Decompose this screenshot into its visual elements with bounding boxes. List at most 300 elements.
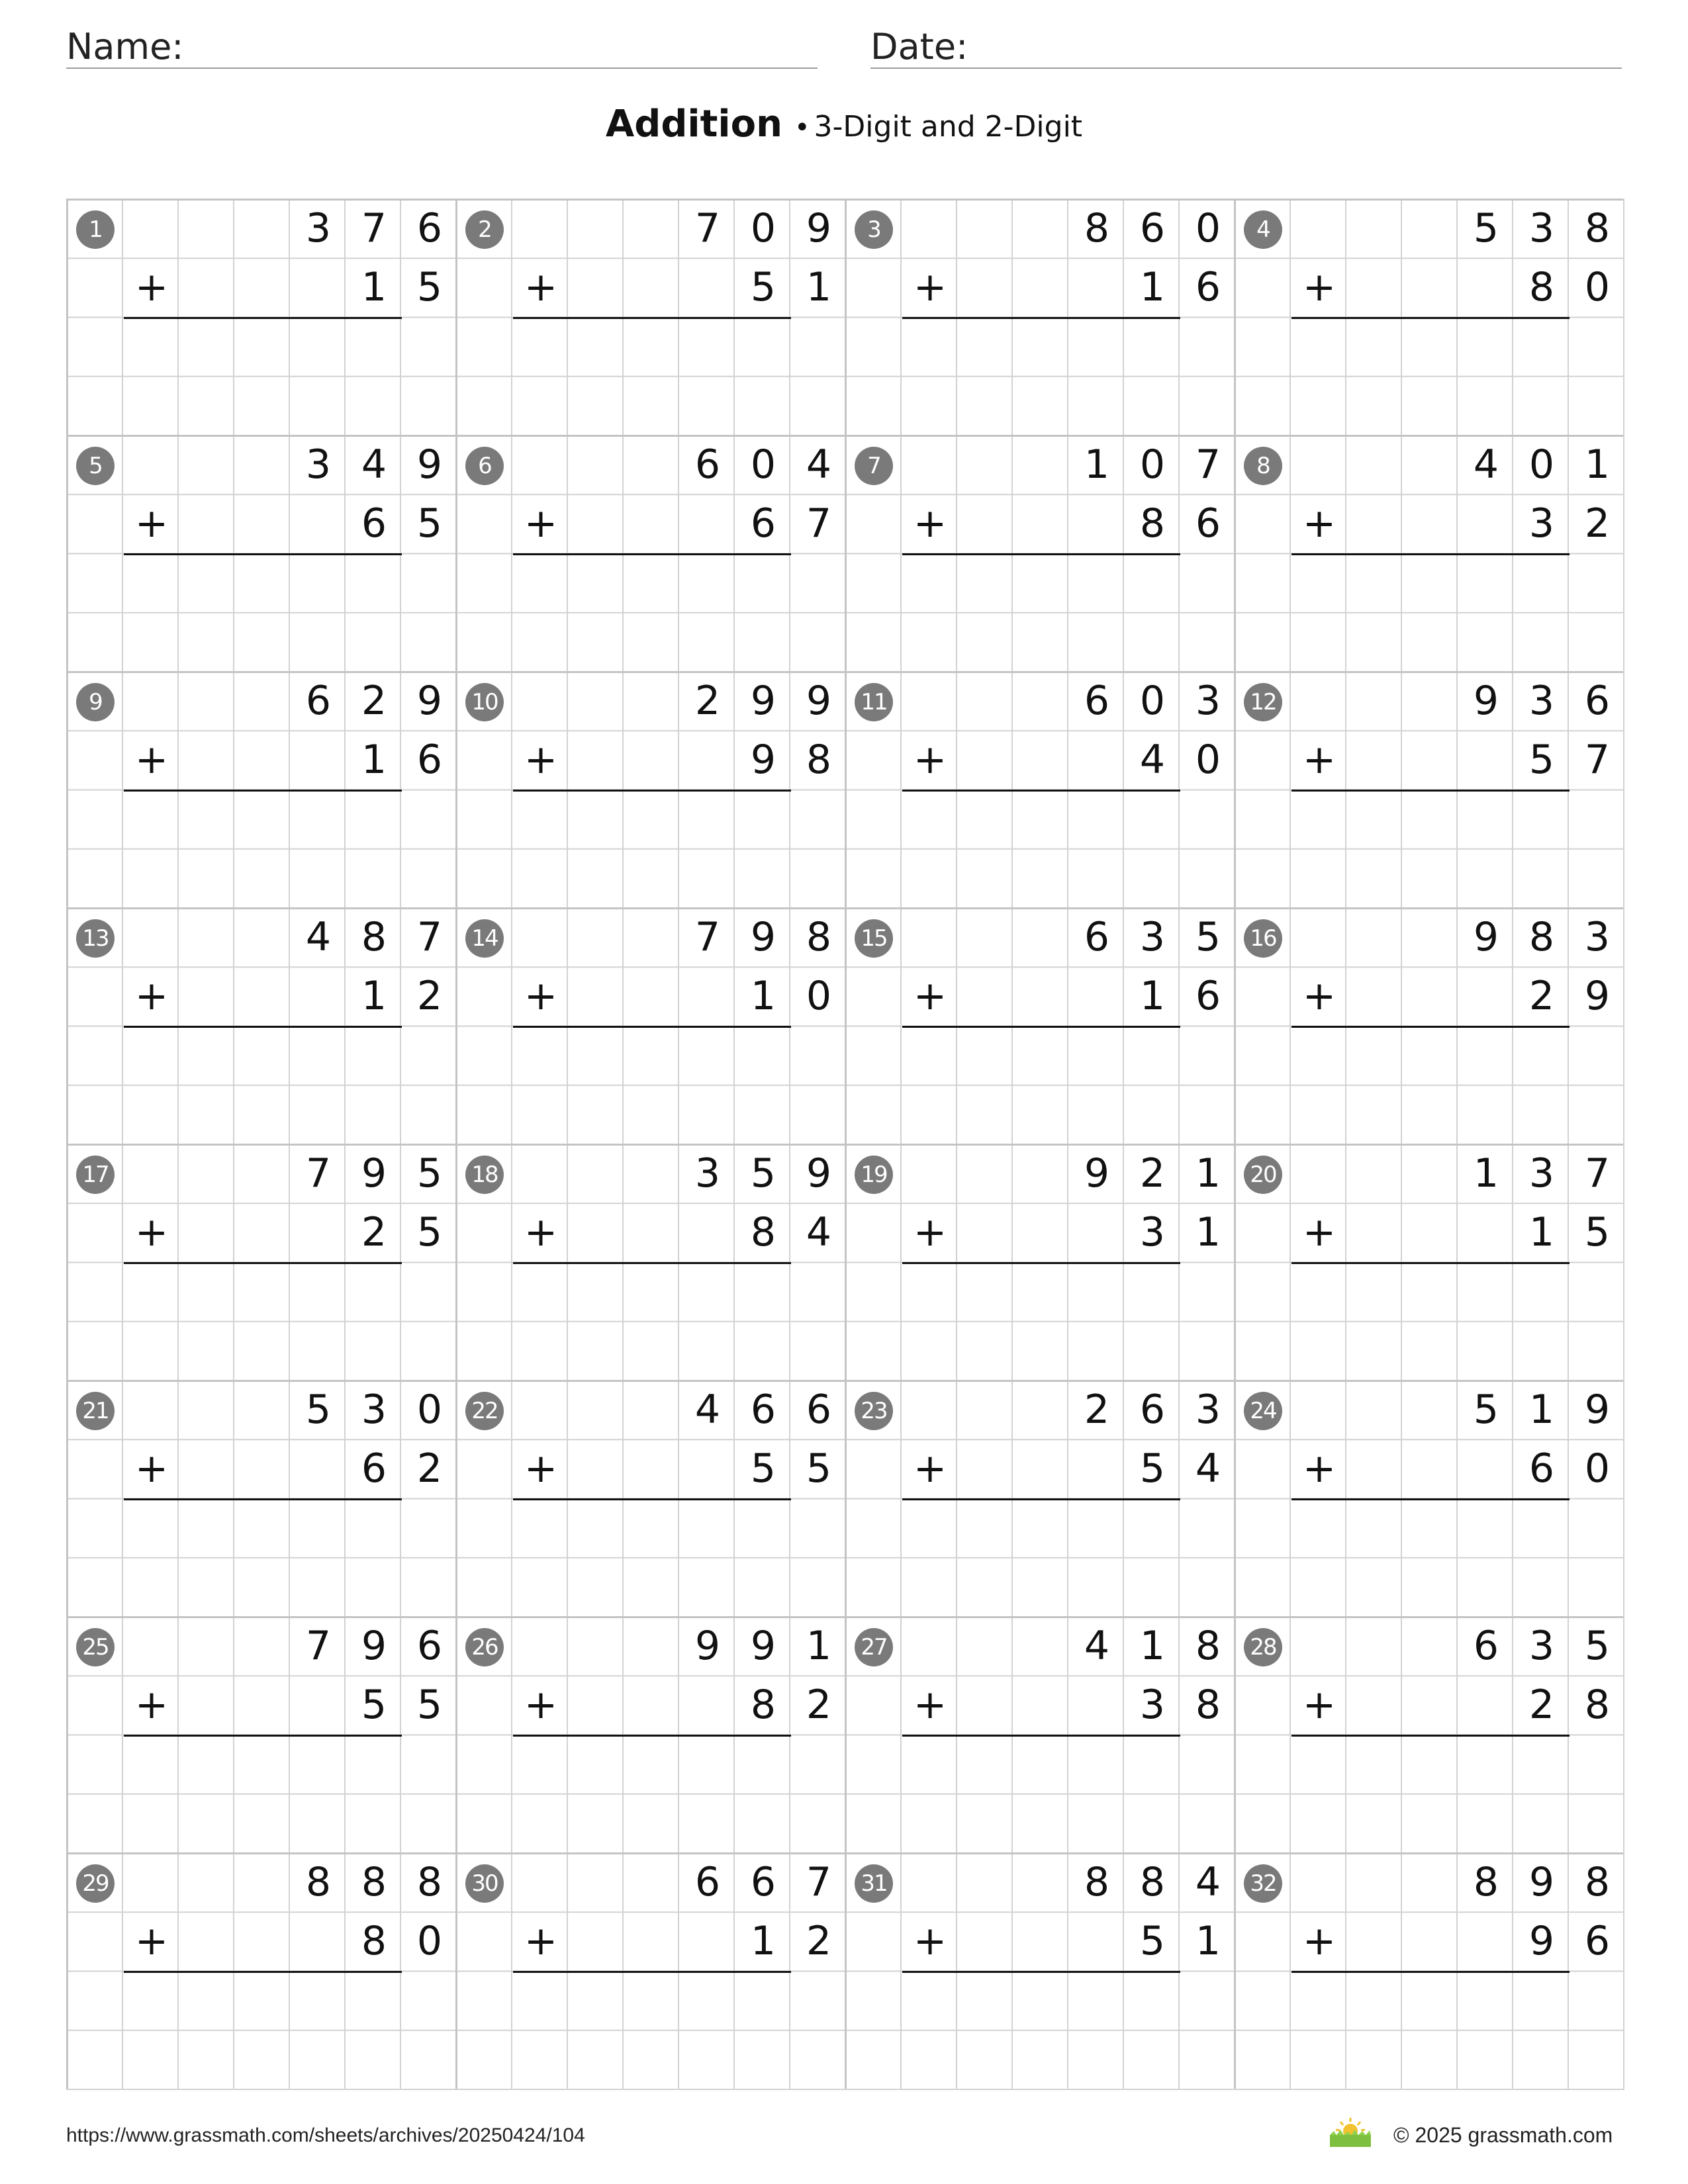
problem-number-badge: 26 bbox=[465, 1628, 504, 1666]
digit: 9 bbox=[806, 1150, 832, 1197]
problem-number-badge: 13 bbox=[76, 919, 115, 958]
problem-number-badge: 9 bbox=[76, 683, 115, 721]
digit: 8 bbox=[1528, 264, 1555, 310]
digit: 0 bbox=[1528, 441, 1555, 488]
answer-line bbox=[1291, 1735, 1570, 1737]
digit: 5 bbox=[1473, 1387, 1499, 1433]
digit: 9 bbox=[806, 205, 832, 251]
digit: 7 bbox=[806, 500, 832, 547]
footer-copyright: © 2025 grassmath.com bbox=[1393, 2123, 1613, 2147]
digit: 2 bbox=[1084, 1387, 1110, 1433]
problem-number-badge: 4 bbox=[1244, 210, 1282, 249]
digit: 1 bbox=[806, 264, 832, 310]
problem-29 bbox=[66, 1852, 455, 2089]
plus-sign: + bbox=[1302, 1918, 1336, 1964]
digit: 4 bbox=[694, 1387, 721, 1433]
answer-line bbox=[1291, 1262, 1570, 1264]
answer-line bbox=[124, 1498, 402, 1500]
digit: 6 bbox=[416, 737, 443, 783]
digit: 6 bbox=[1195, 973, 1221, 1019]
digit: 3 bbox=[305, 205, 332, 251]
digit: 6 bbox=[750, 500, 776, 547]
plus-sign: + bbox=[524, 500, 558, 547]
digit: 4 bbox=[305, 914, 332, 960]
digit: 6 bbox=[305, 678, 332, 724]
problem-number-badge: 3 bbox=[855, 210, 893, 249]
plus-sign: + bbox=[134, 264, 169, 310]
digit: 0 bbox=[1195, 205, 1221, 251]
problem-number-badge: 19 bbox=[855, 1156, 893, 1194]
digit: 5 bbox=[416, 264, 443, 310]
plus-sign: + bbox=[1302, 737, 1336, 783]
digit: 6 bbox=[750, 1387, 776, 1433]
digit: 9 bbox=[1584, 1387, 1611, 1433]
name-label: Name: bbox=[66, 26, 184, 68]
answer-line bbox=[513, 1498, 791, 1500]
problem-number-badge: 21 bbox=[76, 1392, 115, 1430]
plus-sign: + bbox=[913, 1209, 947, 1255]
digit: 8 bbox=[1139, 500, 1166, 547]
digit: 6 bbox=[416, 205, 443, 251]
digit: 7 bbox=[361, 205, 387, 251]
digit: 7 bbox=[694, 205, 721, 251]
digit: 8 bbox=[1473, 1859, 1499, 1905]
plus-sign: + bbox=[524, 1445, 558, 1492]
plus-sign: + bbox=[134, 973, 169, 1019]
plus-sign: + bbox=[524, 264, 558, 310]
digit: 4 bbox=[1084, 1623, 1110, 1669]
plus-sign: + bbox=[1302, 973, 1336, 1019]
digit: 1 bbox=[1084, 441, 1110, 488]
digit: 6 bbox=[694, 1859, 721, 1905]
plus-sign: + bbox=[913, 1445, 947, 1492]
problem-number-badge: 17 bbox=[76, 1156, 115, 1194]
digit: 5 bbox=[416, 1150, 443, 1197]
digit: 9 bbox=[1473, 914, 1499, 960]
digit: 6 bbox=[416, 1623, 443, 1669]
problem-number-badge: 32 bbox=[1244, 1864, 1282, 1903]
digit: 5 bbox=[1139, 1445, 1166, 1492]
plus-sign: + bbox=[1302, 1445, 1336, 1492]
digit: 4 bbox=[361, 441, 387, 488]
plus-sign: + bbox=[913, 500, 947, 547]
digit: 8 bbox=[416, 1859, 443, 1905]
digit: 3 bbox=[1195, 678, 1221, 724]
digit: 6 bbox=[1473, 1623, 1499, 1669]
problem-11 bbox=[845, 671, 1234, 907]
digit: 0 bbox=[1139, 678, 1166, 724]
digit: 3 bbox=[1139, 914, 1166, 960]
plus-sign: + bbox=[134, 500, 169, 547]
answer-line bbox=[902, 1735, 1180, 1737]
answer-line bbox=[513, 1026, 791, 1028]
digit: 5 bbox=[361, 1682, 387, 1728]
digit: 6 bbox=[1139, 1387, 1166, 1433]
digit: 1 bbox=[806, 1623, 832, 1669]
digit: 1 bbox=[1528, 1387, 1555, 1433]
digit: 1 bbox=[1528, 1209, 1555, 1255]
digit: 6 bbox=[361, 500, 387, 547]
digit: 0 bbox=[750, 205, 776, 251]
digit: 5 bbox=[305, 1387, 332, 1433]
digit: 3 bbox=[1195, 1387, 1221, 1433]
digit: 9 bbox=[416, 678, 443, 724]
digit: 8 bbox=[1084, 205, 1110, 251]
plus-sign: + bbox=[913, 973, 947, 1019]
answer-line bbox=[124, 1735, 402, 1737]
digit: 5 bbox=[416, 1682, 443, 1728]
digit: 5 bbox=[750, 264, 776, 310]
problem-4 bbox=[1234, 199, 1623, 435]
digit: 3 bbox=[1528, 1623, 1555, 1669]
digit: 3 bbox=[361, 1387, 387, 1433]
problem-number-badge: 1 bbox=[76, 210, 115, 249]
digit: 5 bbox=[1528, 737, 1555, 783]
plus-sign: + bbox=[1302, 264, 1336, 310]
problem-27 bbox=[845, 1616, 1234, 1852]
digit: 8 bbox=[750, 1209, 776, 1255]
problem-number-badge: 12 bbox=[1244, 683, 1282, 721]
digit: 1 bbox=[1139, 973, 1166, 1019]
digit: 7 bbox=[305, 1150, 332, 1197]
digit: 1 bbox=[1195, 1150, 1221, 1197]
digit: 5 bbox=[416, 1209, 443, 1255]
digit: 9 bbox=[361, 1150, 387, 1197]
problem-number-badge: 29 bbox=[76, 1864, 115, 1903]
digit: 1 bbox=[1473, 1150, 1499, 1197]
digit: 6 bbox=[750, 1859, 776, 1905]
problem-18 bbox=[455, 1144, 845, 1380]
digit: 0 bbox=[1584, 1445, 1611, 1492]
digit: 3 bbox=[694, 1150, 721, 1197]
problem-number-badge: 28 bbox=[1244, 1628, 1282, 1666]
problem-8 bbox=[1234, 435, 1623, 671]
digit: 1 bbox=[1139, 1623, 1166, 1669]
digit: 8 bbox=[361, 1859, 387, 1905]
digit: 9 bbox=[361, 1623, 387, 1669]
digit: 0 bbox=[1584, 264, 1611, 310]
footer-url[interactable]: https://www.grassmath.com/sheets/archives/20250424/104 bbox=[66, 2124, 585, 2146]
digit: 1 bbox=[750, 1918, 776, 1964]
digit: 5 bbox=[1584, 1209, 1611, 1255]
answer-line bbox=[1291, 1026, 1570, 1028]
answer-line bbox=[902, 1971, 1180, 1973]
answer-line bbox=[513, 553, 791, 555]
digit: 2 bbox=[1139, 1150, 1166, 1197]
plus-sign: + bbox=[134, 1445, 169, 1492]
digit: 1 bbox=[361, 737, 387, 783]
digit: 0 bbox=[750, 441, 776, 488]
digit: 9 bbox=[1584, 973, 1611, 1019]
digit: 7 bbox=[1195, 441, 1221, 488]
digit: 8 bbox=[361, 1918, 387, 1964]
answer-line bbox=[1291, 1971, 1570, 1973]
digit: 9 bbox=[750, 1623, 776, 1669]
plus-sign: + bbox=[134, 1682, 169, 1728]
problem-number-badge: 23 bbox=[855, 1392, 893, 1430]
digit: 1 bbox=[1139, 264, 1166, 310]
problem-28 bbox=[1234, 1616, 1623, 1852]
problem-15 bbox=[845, 907, 1234, 1144]
problem-14 bbox=[455, 907, 845, 1144]
digit: 9 bbox=[750, 914, 776, 960]
digit: 9 bbox=[694, 1623, 721, 1669]
problem-20 bbox=[1234, 1144, 1623, 1380]
digit: 8 bbox=[1584, 1682, 1611, 1728]
digit: 8 bbox=[1528, 914, 1555, 960]
digit: 6 bbox=[694, 441, 721, 488]
digit: 9 bbox=[1528, 1918, 1555, 1964]
problem-25 bbox=[66, 1616, 455, 1852]
plus-sign: + bbox=[1302, 1209, 1336, 1255]
name-field[interactable] bbox=[66, 20, 818, 69]
problem-26 bbox=[455, 1616, 845, 1852]
problem-22 bbox=[455, 1380, 845, 1616]
digit: 7 bbox=[305, 1623, 332, 1669]
problem-number-badge: 25 bbox=[76, 1628, 115, 1666]
problem-number-badge: 5 bbox=[76, 447, 115, 485]
digit: 7 bbox=[1584, 737, 1611, 783]
answer-line bbox=[902, 1262, 1180, 1264]
answer-line bbox=[1291, 553, 1570, 555]
answer-line bbox=[513, 1262, 791, 1264]
digit: 1 bbox=[361, 264, 387, 310]
problem-32 bbox=[1234, 1852, 1623, 2089]
digit: 1 bbox=[1584, 441, 1611, 488]
digit: 0 bbox=[416, 1918, 443, 1964]
digit: 6 bbox=[1195, 500, 1221, 547]
problem-number-badge: 31 bbox=[855, 1864, 893, 1903]
digit: 3 bbox=[305, 441, 332, 488]
date-field[interactable] bbox=[870, 20, 1622, 69]
digit: 4 bbox=[1195, 1859, 1221, 1905]
digit: 7 bbox=[694, 914, 721, 960]
problem-number-badge: 2 bbox=[465, 210, 504, 249]
digit: 3 bbox=[1584, 914, 1611, 960]
digit: 8 bbox=[1584, 205, 1611, 251]
digit: 6 bbox=[1195, 264, 1221, 310]
answer-line bbox=[513, 1971, 791, 1973]
problem-number-badge: 7 bbox=[855, 447, 893, 485]
plus-sign: + bbox=[1302, 500, 1336, 547]
problem-3 bbox=[845, 199, 1234, 435]
digit: 8 bbox=[1195, 1682, 1221, 1728]
problem-17 bbox=[66, 1144, 455, 1380]
problem-16 bbox=[1234, 907, 1623, 1144]
answer-line bbox=[124, 1971, 402, 1973]
digit: 6 bbox=[1528, 1445, 1555, 1492]
digit: 2 bbox=[361, 1209, 387, 1255]
date-label: Date: bbox=[870, 26, 968, 68]
problem-10 bbox=[455, 671, 845, 907]
answer-line bbox=[513, 790, 791, 792]
problem-number-badge: 20 bbox=[1244, 1156, 1282, 1194]
answer-line bbox=[513, 1735, 791, 1737]
digit: 8 bbox=[305, 1859, 332, 1905]
digit: 2 bbox=[806, 1918, 832, 1964]
digit: 7 bbox=[1584, 1150, 1611, 1197]
digit: 2 bbox=[416, 973, 443, 1019]
title-subtitle: 3-Digit and 2-Digit bbox=[814, 110, 1083, 144]
digit: 4 bbox=[806, 1209, 832, 1255]
problem-number-badge: 18 bbox=[465, 1156, 504, 1194]
problem-30 bbox=[455, 1852, 845, 2089]
problem-number-badge: 10 bbox=[465, 683, 504, 721]
problem-number-badge: 24 bbox=[1244, 1392, 1282, 1430]
digit: 1 bbox=[1195, 1209, 1221, 1255]
plus-sign: + bbox=[524, 1918, 558, 1964]
answer-line bbox=[902, 553, 1180, 555]
problem-31 bbox=[845, 1852, 1234, 2089]
worksheet-title bbox=[0, 103, 1688, 146]
answer-line bbox=[1291, 317, 1570, 319]
problem-grid bbox=[66, 199, 1624, 2090]
plus-sign: + bbox=[134, 1209, 169, 1255]
answer-line bbox=[902, 790, 1180, 792]
title-bullet: • bbox=[794, 113, 810, 143]
plus-sign: + bbox=[134, 1918, 169, 1964]
answer-line bbox=[1291, 790, 1570, 792]
digit: 6 bbox=[1139, 205, 1166, 251]
digit: 8 bbox=[750, 1682, 776, 1728]
plus-sign: + bbox=[134, 737, 169, 783]
problem-number-badge: 14 bbox=[465, 919, 504, 958]
plus-sign: + bbox=[524, 973, 558, 1019]
digit: 0 bbox=[1195, 737, 1221, 783]
digit: 5 bbox=[750, 1150, 776, 1197]
digit: 4 bbox=[1473, 441, 1499, 488]
problem-19 bbox=[845, 1144, 1234, 1380]
digit: 6 bbox=[1584, 678, 1611, 724]
answer-line bbox=[513, 317, 791, 319]
problem-1 bbox=[66, 199, 455, 435]
problem-number-badge: 11 bbox=[855, 683, 893, 721]
digit: 4 bbox=[806, 441, 832, 488]
digit: 2 bbox=[416, 1445, 443, 1492]
digit: 4 bbox=[1195, 1445, 1221, 1492]
digit: 2 bbox=[361, 678, 387, 724]
problem-number-badge: 8 bbox=[1244, 447, 1282, 485]
answer-line bbox=[902, 1026, 1180, 1028]
digit: 5 bbox=[1584, 1623, 1611, 1669]
digit: 9 bbox=[1084, 1150, 1110, 1197]
digit: 5 bbox=[1195, 914, 1221, 960]
digit: 5 bbox=[1139, 1918, 1166, 1964]
answer-line bbox=[124, 790, 402, 792]
problem-number-badge: 16 bbox=[1244, 919, 1282, 958]
plus-sign: + bbox=[524, 737, 558, 783]
digit: 5 bbox=[416, 500, 443, 547]
digit: 6 bbox=[806, 1387, 832, 1433]
digit: 5 bbox=[806, 1445, 832, 1492]
problem-7 bbox=[845, 435, 1234, 671]
digit: 7 bbox=[416, 914, 443, 960]
digit: 2 bbox=[1528, 1682, 1555, 1728]
digit: 1 bbox=[1195, 1918, 1221, 1964]
problem-2 bbox=[455, 199, 845, 435]
digit: 5 bbox=[1473, 205, 1499, 251]
problem-5 bbox=[66, 435, 455, 671]
plus-sign: + bbox=[1302, 1682, 1336, 1728]
plus-sign: + bbox=[913, 1682, 947, 1728]
answer-line bbox=[124, 1262, 402, 1264]
problem-number-badge: 27 bbox=[855, 1628, 893, 1666]
digit: 9 bbox=[1473, 678, 1499, 724]
plus-sign: + bbox=[913, 264, 947, 310]
problem-12 bbox=[1234, 671, 1623, 907]
plus-sign: + bbox=[524, 1682, 558, 1728]
digit: 1 bbox=[361, 973, 387, 1019]
digit: 9 bbox=[416, 441, 443, 488]
digit: 8 bbox=[1584, 1859, 1611, 1905]
digit: 6 bbox=[1084, 914, 1110, 960]
digit: 8 bbox=[1139, 1859, 1166, 1905]
digit: 9 bbox=[1528, 1859, 1555, 1905]
answer-line bbox=[124, 553, 402, 555]
digit: 7 bbox=[806, 1859, 832, 1905]
digit: 8 bbox=[806, 737, 832, 783]
digit: 6 bbox=[361, 1445, 387, 1492]
digit: 3 bbox=[1528, 500, 1555, 547]
digit: 3 bbox=[1528, 205, 1555, 251]
digit: 2 bbox=[806, 1682, 832, 1728]
digit: 9 bbox=[750, 737, 776, 783]
digit: 0 bbox=[416, 1387, 443, 1433]
digit: 9 bbox=[806, 678, 832, 724]
digit: 9 bbox=[750, 678, 776, 724]
digit: 5 bbox=[750, 1445, 776, 1492]
plus-sign: + bbox=[524, 1209, 558, 1255]
problem-number-badge: 30 bbox=[465, 1864, 504, 1903]
digit: 2 bbox=[1584, 500, 1611, 547]
digit: 3 bbox=[1139, 1682, 1166, 1728]
grass-sun-logo-icon bbox=[1327, 2115, 1374, 2148]
problem-number-badge: 22 bbox=[465, 1392, 504, 1430]
digit: 6 bbox=[1084, 678, 1110, 724]
problem-number-badge: 15 bbox=[855, 919, 893, 958]
digit: 2 bbox=[694, 678, 721, 724]
problem-21 bbox=[66, 1380, 455, 1616]
answer-line bbox=[124, 1026, 402, 1028]
answer-line bbox=[902, 1498, 1180, 1500]
digit: 8 bbox=[806, 914, 832, 960]
digit: 3 bbox=[1139, 1209, 1166, 1255]
problem-number-badge: 6 bbox=[465, 447, 504, 485]
digit: 2 bbox=[1528, 973, 1555, 1019]
answer-line bbox=[124, 317, 402, 319]
digit: 4 bbox=[1139, 737, 1166, 783]
problem-6 bbox=[455, 435, 845, 671]
problem-13 bbox=[66, 907, 455, 1144]
answer-line bbox=[1291, 1498, 1570, 1500]
problem-24 bbox=[1234, 1380, 1623, 1616]
digit: 1 bbox=[750, 973, 776, 1019]
digit: 3 bbox=[1528, 678, 1555, 724]
title-main: Addition bbox=[605, 103, 782, 146]
digit: 8 bbox=[1195, 1623, 1221, 1669]
digit: 3 bbox=[1528, 1150, 1555, 1197]
digit: 6 bbox=[1584, 1918, 1611, 1964]
plus-sign: + bbox=[913, 737, 947, 783]
problem-23 bbox=[845, 1380, 1234, 1616]
problem-9 bbox=[66, 671, 455, 907]
digit: 0 bbox=[1139, 441, 1166, 488]
plus-sign: + bbox=[913, 1918, 947, 1964]
digit: 0 bbox=[806, 973, 832, 1019]
digit: 8 bbox=[361, 914, 387, 960]
digit: 8 bbox=[1084, 1859, 1110, 1905]
answer-line bbox=[902, 317, 1180, 319]
